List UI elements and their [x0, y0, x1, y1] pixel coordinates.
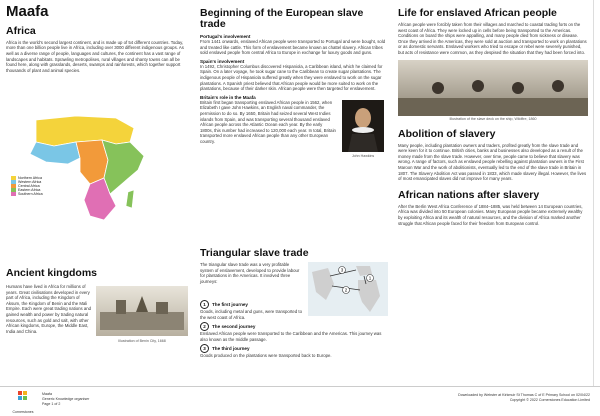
benin-city-graphic — [96, 286, 188, 336]
central-africa-region — [76, 140, 108, 184]
legend-label: Eastern Africa — [18, 188, 41, 193]
britain-text: Britain first began transporting enslaved African people in 1562, when Elizabeth I gave John Hawkins, an English naval commander, the permission to do so. By 1650, Britain had seized several West Indies islands from Spain, and was transporting several thousand enslaved African people across the Atlantic Ocean each year. By the early 1800s, this number had increased to 120,000 each year. In total, Britain transported more enslaved African people than any other European country. — [200, 99, 336, 144]
triangular-text: The triangular slave trade was a very profitable system of enslavement, developed to provide labour for plantations in the Americas. It involved three journeys: — [200, 262, 300, 284]
map-label-1: 1 — [368, 275, 372, 281]
brand-name: Cornerstones — [12, 410, 34, 414]
abolition-heading: Abolition of slavery — [398, 127, 496, 140]
slave-deck-caption: Illustration of the slave deck on the ship, Wildfire, 1860 — [449, 116, 537, 121]
copyright-line: Copyright © 2022 Cornerstones Education Limited — [509, 398, 590, 402]
figure-shape — [472, 80, 484, 92]
britain-heading: Britain's role in the Maafa — [200, 94, 256, 100]
map-label-2: 2 — [344, 287, 348, 293]
nations-text: After the Berlin West Africa Conference of 1884–1885, was held between 14 European countries, Africa was divided into 50 European colonies. Many European people became extremely wealthy by exploiting Africa and its wealth of natural resources, and the division of Africa marked another struggle that African people faced for their freedom from European control. — [398, 203, 583, 226]
download-line: Downloaded by Webster at Kirkmuir St Thomas C of E Primary School on 02/04/22 — [458, 393, 590, 397]
map-label-3: 3 — [340, 267, 344, 273]
brand-logo — [8, 391, 38, 414]
figure-shape — [432, 82, 444, 94]
figure-shape — [512, 82, 524, 94]
life-heading: Life for enslaved African people — [398, 7, 557, 19]
download-info — [458, 393, 590, 403]
page-footer — [0, 386, 600, 416]
step-number: 1 — [200, 300, 209, 309]
nations-heading: African nations after slavery — [398, 188, 540, 201]
deck-floor-shape — [398, 98, 588, 116]
legend-label: Western Africa — [18, 180, 42, 185]
triangular-heading: Triangular slave trade — [200, 247, 309, 259]
side-margin-strip — [593, 0, 600, 386]
benin-city-caption: Illustration of Benin City, 1668 — [118, 339, 166, 343]
column-2 — [200, 0, 388, 359]
step-number: 3 — [200, 344, 209, 353]
page-title: Maafa — [6, 3, 49, 20]
britain-section — [200, 99, 388, 158]
africa-map — [6, 112, 190, 224]
eastern-africa-region — [102, 140, 144, 194]
portugal-heading: Portugal's involvement — [200, 34, 251, 40]
benin-city-illustration — [96, 286, 188, 336]
second-journey-text: Enslaved African people were transported to the Caribbean and the Americas. This journey was also known as the middle passage. — [200, 331, 382, 342]
tower-shape — [156, 302, 168, 314]
life-text: African people were forcibly taken from their villages and marched to coastal trading forts on the west coast of Africa. They were locked up in cells before being transported to the Americas. Conditions on board the ships were appalling, and many people died from sickness or disease. Once they arrived in the Americas, they were sold at auction and transported to work on plantations or as domestic servants. Enslaved workers who tried to escape or rebel were severely punished, but acts of resistance were common, as they despised the situation that they had been forced into. — [398, 22, 587, 55]
slave-trade-heading: Beginning of the European slave trade — [200, 7, 364, 31]
first-journey-title: The first journey — [212, 302, 248, 307]
john-hawkins-caption: John Hawkins — [351, 153, 375, 158]
third-journey-text: Goods produced on the plantations were transported back to Europe. — [200, 353, 332, 359]
spain-text: In 1492, Christopher Columbus discovered Hispaniola, a Caribbean island, which he claimed for Spain. On a later voyage, he took sugar cane to the Caribbean to create sugar plantations. The indigenous people of Hispaniola suffered greatly when they were enslaved to work on the sugar plantations. A Spanish priest believed that African people would be more suited to work on the plantations, because of their darker skin. African people were then targeted for enslavement. — [200, 63, 383, 92]
legend-label: Southern Africa — [18, 192, 43, 197]
slave-deck-graphic — [398, 60, 588, 116]
madagascar-region — [126, 190, 134, 208]
john-hawkins-portrait — [342, 100, 384, 152]
doc-subtitle: Generic Knowledge organiser — [42, 396, 90, 401]
first-journey-text: Goods, including metal and guns, were transported to the west coast of Africa. — [200, 309, 302, 320]
first-journey-heading — [200, 300, 388, 309]
africa-heading: Africa — [6, 24, 36, 37]
ruff-collar-shape — [352, 127, 374, 133]
tower-shape — [116, 300, 126, 314]
americas-landmass — [312, 268, 334, 300]
column-1 — [6, 0, 190, 343]
body-shape — [348, 134, 378, 152]
africa-text: Africa is the world's second largest continent, and is made up of 54 different countries. Today, more than one billion people live in Africa, including over 3000 different indigenous groups. As well as a diverse range of people, languages and cultures, the continent has a vast range of landscapes and habitats. Sprawling metropolises, rural villages and shanty towns can all be found here, along with grasslands, deserts, swamps and rainforests, which together support thousands of plant and animal species. — [6, 39, 184, 73]
doc-info — [42, 392, 89, 406]
third-journey-heading — [200, 344, 388, 353]
cornerstones-logo-icon — [8, 391, 38, 405]
kingdoms-text: Humans have lived in Africa for millions of years. Great civilisations developed in every part of Africa, including the Kingdom of Aksum, the Kingdom of Benin and the Mali Empire. Each were great trading nations and gained wealth and power by trading natural resources, such as gold and salt, with other African kingdoms, Europe, the Middle East, India and China. — [6, 284, 92, 334]
portrait-graphic — [342, 100, 384, 152]
journey-list — [200, 300, 388, 359]
slave-deck-illustration — [398, 60, 588, 116]
spain-heading: Spain's involvement — [200, 58, 245, 64]
doc-title: Maafa — [42, 392, 52, 396]
roof-shape — [136, 296, 148, 312]
legend-swatch — [11, 192, 16, 196]
second-journey-title: The second journey — [212, 324, 256, 330]
portugal-text: From 1441 onwards, enslaved African people were transported to Portugal and were bought, sold and treated like cattle. This form of enslavement became known as chattel slavery. African tribes sold enslaved people from central Africa to Europe in exchange for luxury goods and guns. — [200, 39, 386, 56]
kingdoms-heading: Ancient kingdoms — [6, 267, 98, 279]
map-legend — [8, 174, 46, 198]
column-3 — [398, 0, 588, 226]
face-shape — [355, 108, 371, 128]
city-wall-shape — [100, 312, 184, 330]
page-number: Page 1 of 2 — [42, 401, 61, 406]
step-number: 2 — [200, 322, 209, 331]
second-journey-heading — [200, 322, 388, 331]
africa-map-graphic — [6, 112, 190, 224]
legend-label: Northern Africa — [18, 176, 42, 180]
legend-label: Central Africa — [18, 184, 40, 189]
third-journey-title: The third journey — [212, 346, 250, 352]
legend-item — [11, 192, 43, 196]
abolition-text: Many people, including plantation owners and traders, profited greatly from the slave trade and were keen for it to continue. British cities, banks and businesses also developed as a result of the money made from the slave trade. However, over time, people came to believe that slavery was wrong. A range of factors, such as enslaved people rebelling against plantation owners in the First Maroon War and the work of abolitionists, eventually led to the end of the slave trade in Britain in 1807. The Slavery Abolition Act was passed in 1833, which made slavery illegal. However, the lives of most emancipated slaves did not improve for many years. — [398, 142, 587, 182]
figure-shape — [552, 80, 564, 92]
